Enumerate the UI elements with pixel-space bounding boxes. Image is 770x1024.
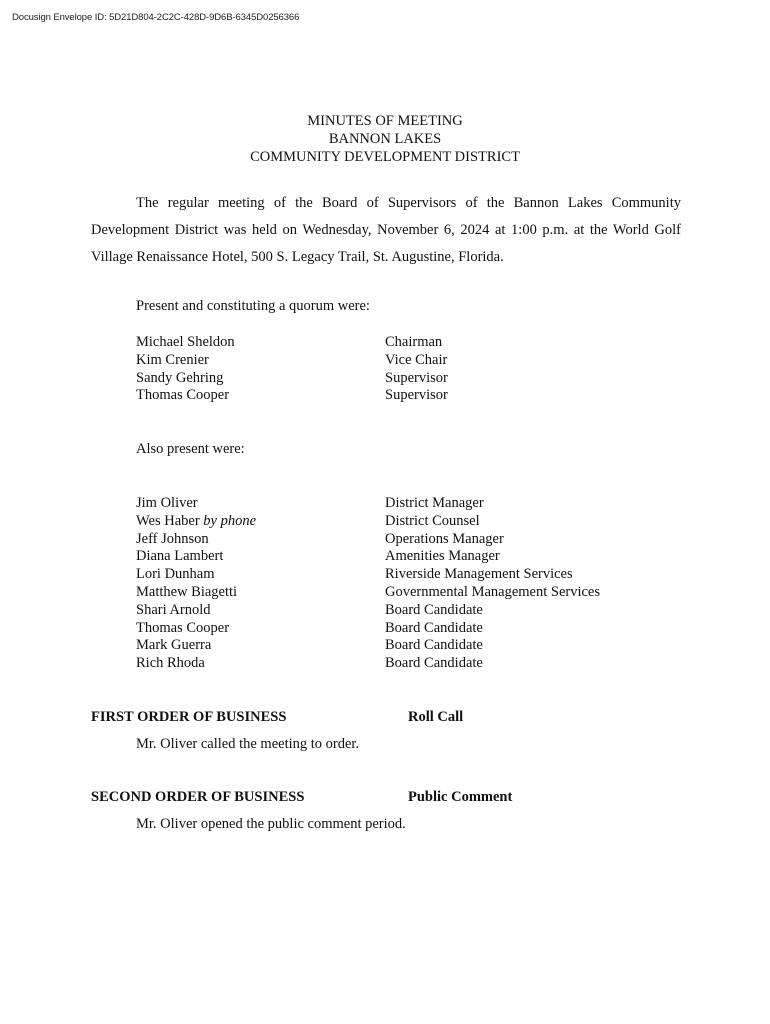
first-order-text: Mr. Oliver called the meeting to order. [136, 736, 360, 752]
intro-line-2: Development District was held on Wednesday, November 6, 2024 at 1:00 p.m. at the World Golf [91, 222, 681, 238]
second-order-heading [91, 789, 513, 806]
attendee-role: Board Candidate [385, 619, 483, 636]
quorum-label: Present and constituting a quorum were: [136, 298, 370, 314]
attendee-role: Riverside Management Services [385, 566, 573, 583]
attendee-role: Supervisor [385, 369, 448, 386]
attendee-name: Michael Sheldon [136, 334, 235, 350]
attendee-name: Thomas Cooper [136, 387, 230, 404]
attendee-role: Board Candidate [385, 655, 483, 672]
attendee-role: District Manager [385, 495, 484, 511]
attendee-role: Supervisor [385, 387, 448, 404]
title-line-1: MINUTES OF MEETING [307, 113, 463, 129]
attendee-name: Shari Arnold [136, 601, 211, 618]
also-present-label: Also present were: [136, 441, 245, 457]
order-label: SECOND ORDER OF BUSINESS [91, 789, 305, 805]
attendee-name: Wes Haber [136, 512, 200, 529]
attendee-role: Board Candidate [385, 637, 483, 654]
attendee-role: Board Candidate [385, 601, 483, 618]
attendee-name: Thomas Cooper [136, 619, 230, 636]
attendee-role: District Counsel [385, 512, 480, 529]
second-order-text: Mr. Oliver opened the public comment period. [136, 816, 406, 832]
attendee-name: Kim Crenier [136, 351, 209, 368]
attendee-name: Diana Lambert [136, 548, 224, 565]
attendee-role: Governmental Management Services [385, 583, 601, 600]
order-label: FIRST ORDER OF BUSINESS [91, 709, 287, 725]
intro-line-3: Village Renaissance Hotel, 500 S. Legacy Trail, St. Augustine, Florida. [91, 249, 504, 265]
order-topic: Roll Call [408, 709, 464, 725]
attendee-name-wrap [136, 513, 256, 531]
first-order-heading [91, 709, 464, 726]
intro-line-1: The regular meeting of the Board of Supervisors of the Bannon Lakes Community [136, 195, 681, 211]
attendee-name: Lori Dunham [136, 566, 215, 583]
attendee-role: Chairman [385, 334, 443, 350]
document-title [0, 112, 770, 166]
attendee-role: Vice Chair [385, 351, 448, 368]
attendee-name: Sandy Gehring [136, 369, 224, 386]
order-topic: Public Comment [408, 789, 513, 805]
attendee-note: by phone [203, 512, 257, 529]
attendee-name: Mark Guerra [136, 637, 212, 654]
attendee-role: Amenities Manager [385, 548, 500, 565]
attendee-name: Jeff Johnson [136, 530, 209, 547]
title-line-3: COMMUNITY DEVELOPMENT DISTRICT [250, 149, 520, 165]
attendee-name: Jim Oliver [136, 495, 198, 511]
attendee-name: Rich Rhoda [136, 655, 205, 672]
attendee-role: Operations Manager [385, 530, 504, 547]
envelope-id: Docusign Envelope ID: 5D21D804-2C2C-428D-9D6B-6345D0256366 [12, 12, 300, 23]
title-line-2: BANNON LAKES [328, 131, 442, 147]
attendee-name: Matthew Biagetti [136, 583, 238, 600]
intro-paragraph [91, 190, 681, 271]
